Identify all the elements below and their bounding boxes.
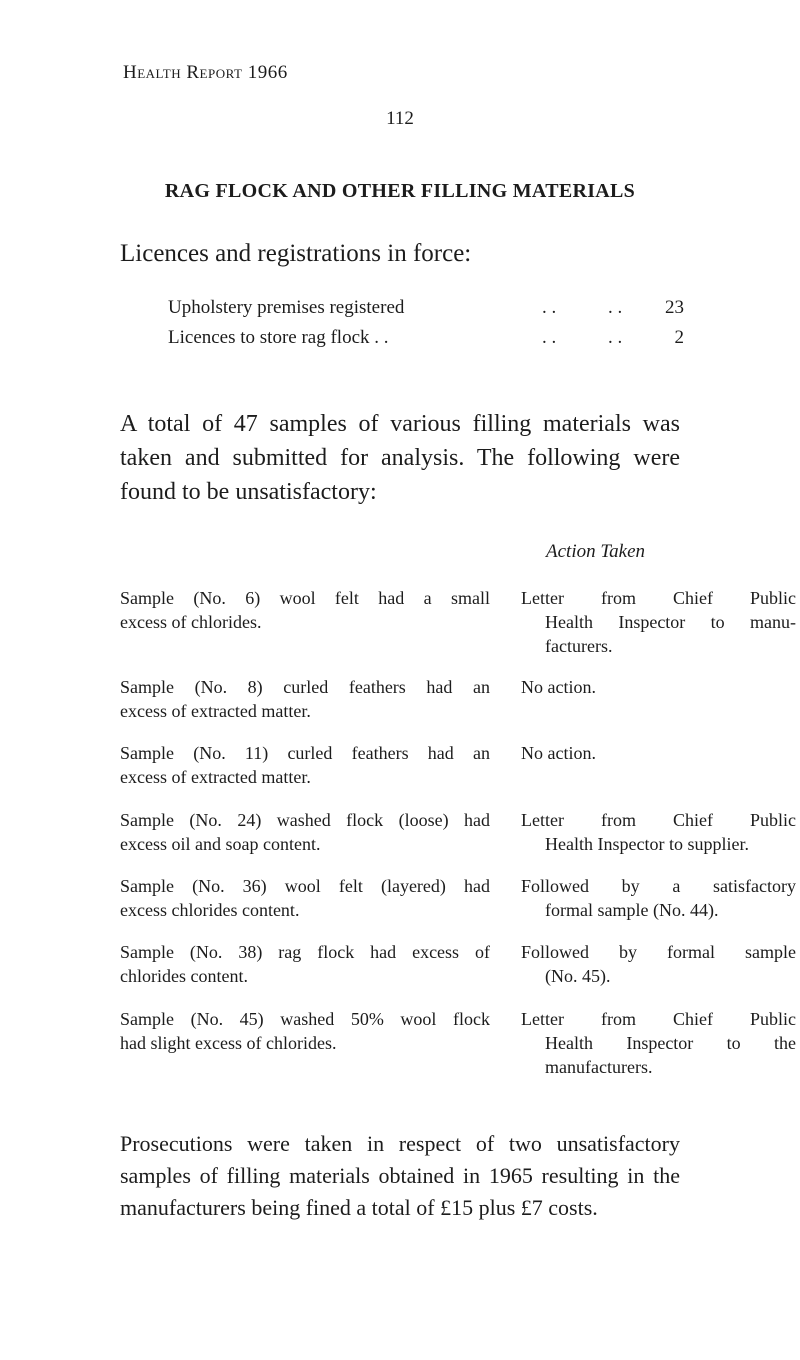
licence-label: Upholstery premises registered — [168, 297, 405, 318]
sample-text: Sample (No. 38) rag flock had excess of — [120, 942, 490, 962]
section-title: RAG FLOCK AND OTHER FILLING MATERIALS — [164, 180, 636, 202]
leader-dots: . . — [542, 327, 557, 348]
sample-text: Sample (No. 36) wool felt (layered) had — [120, 876, 490, 896]
sample-text: excess chlorides content. — [120, 900, 300, 920]
licence-value: 23 — [665, 297, 684, 318]
sample-text: Sample (No. 45) washed 50% wool flock — [120, 1009, 490, 1029]
sample-text: Sample (No. 6) wool felt had a small — [120, 588, 490, 608]
action-text: Followed by a satisfactory — [521, 876, 796, 896]
leader-dots: . . — [608, 327, 623, 348]
action-text: manufacturers. — [545, 1057, 653, 1077]
sample-text: Sample (No. 8) curled feathers had an — [120, 677, 490, 697]
sample-text: excess of extracted matter. — [120, 767, 311, 787]
sample-text: had slight excess of chlorides. — [120, 1033, 337, 1053]
action-text: Letter from Chief Public — [521, 810, 796, 830]
sample-text: excess of extracted matter. — [120, 701, 311, 721]
sample-text: chlorides content. — [120, 966, 248, 986]
intro-paragraph: A total of 47 samples of various filling materials was taken and submitted for analysis. The following were found to be unsatisfactory: — [120, 411, 680, 505]
action-text: Health Inspector to manu- — [545, 612, 796, 632]
action-text: facturers. — [545, 636, 613, 656]
action-taken-heading: Action Taken — [546, 541, 646, 562]
leader-dots: . . — [542, 297, 557, 318]
licence-row-rag-flock — [168, 327, 684, 353]
action-text: Letter from Chief Public — [521, 1009, 796, 1029]
sample-text: excess of chlorides. — [120, 612, 262, 632]
sample-text: Sample (No. 24) washed flock (loose) had — [120, 810, 490, 830]
page-number: 112 — [386, 108, 414, 129]
licence-row-upholstery — [168, 297, 684, 323]
action-text: Health Inspector to the — [545, 1033, 796, 1053]
licence-label: Licences to store rag flock . . — [168, 327, 389, 348]
action-text: Health Inspector to supplier. — [545, 834, 749, 854]
action-text: No action. — [521, 677, 596, 697]
running-head: Health Report 1966 — [123, 62, 288, 83]
action-text: formal sample (No. 44). — [545, 900, 719, 920]
sample-text: Sample (No. 11) curled feathers had an — [120, 743, 490, 763]
action-text: Followed by formal sample — [521, 942, 796, 962]
closing-paragraph: Prosecutions were taken in respect of two unsatisfactory samples of filling materials obtained in 1965 resulting in the manufacturers being fined a total of £15 plus £7 costs. — [120, 1131, 680, 1220]
sample-text: excess oil and soap content. — [120, 834, 321, 854]
action-text: (No. 45). — [545, 966, 611, 986]
action-text: Letter from Chief Public — [521, 588, 796, 608]
licence-value: 2 — [674, 327, 684, 348]
leader-dots: . . — [608, 297, 623, 318]
action-text: No action. — [521, 743, 596, 763]
licences-heading: Licences and registrations in force: — [120, 240, 472, 267]
